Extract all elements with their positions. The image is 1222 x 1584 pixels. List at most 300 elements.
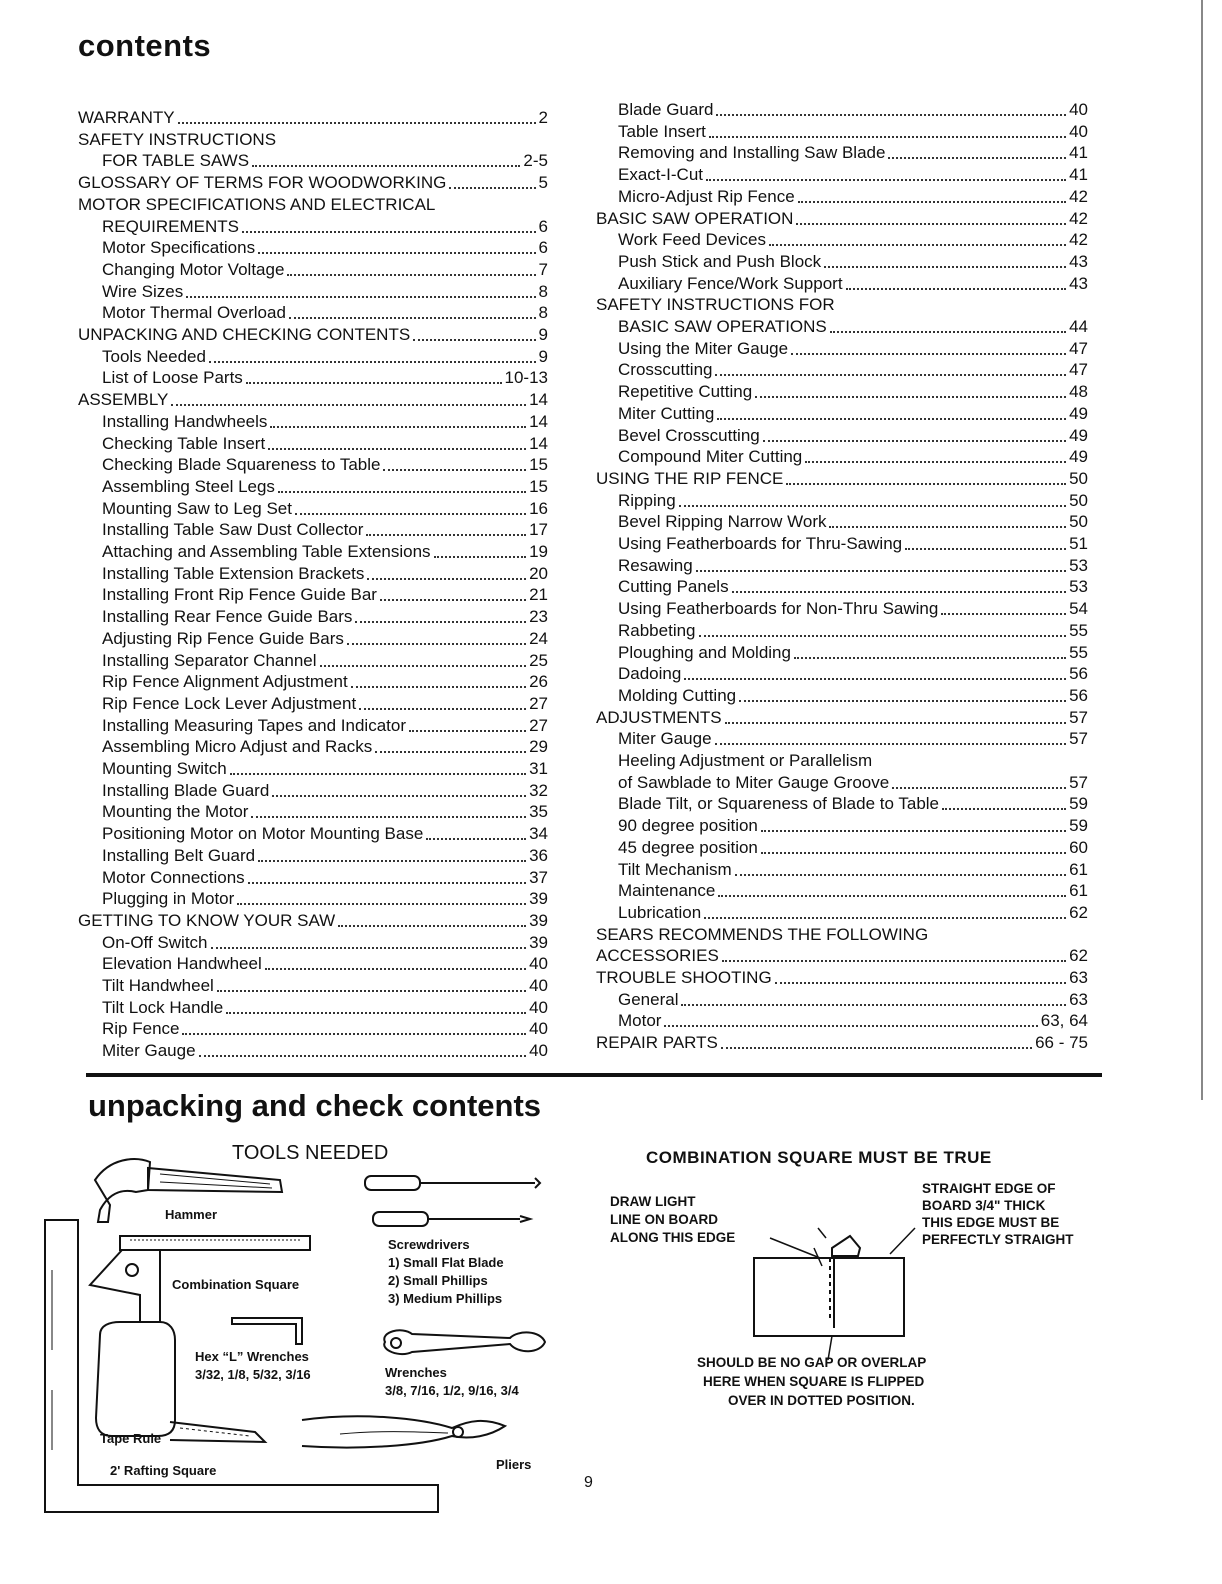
toc-leader-dots [679, 505, 1066, 507]
toc-entry-label: Compound Miter Cutting [618, 447, 803, 467]
toc-leader-dots [248, 882, 526, 884]
hex-wrenches-label: Hex “L” Wrenches [195, 1349, 309, 1364]
toc-leader-dots [805, 461, 1066, 463]
toc-leader-dots [383, 469, 526, 471]
toc-entry-label: Adjusting Rip Fence Guide Bars [102, 628, 344, 648]
toc-entry-page: 47 [1069, 338, 1088, 358]
toc-entry [102, 260, 548, 280]
toc-leader-dots [347, 643, 526, 645]
toc-entry-label: Miter Gauge [102, 1041, 196, 1061]
pliers-label: Pliers [496, 1457, 532, 1472]
square-check-diagram [740, 1218, 940, 1368]
toc-entry-page: 60 [1069, 837, 1088, 857]
toc-entry-label: MOTOR SPECIFICATIONS AND ELECTRICAL [78, 194, 436, 214]
toc-entry-label: Installing Belt Guard [102, 845, 256, 865]
toc-entry-label: UNPACKING AND CHECKING CONTENTS [78, 325, 411, 344]
toc-entry-label: REPAIR PARTS [596, 1033, 718, 1053]
toc-entry [618, 903, 1088, 923]
toc-entry [618, 599, 1088, 619]
toc-entry-label: Attaching and Assembling Table Extensions [102, 542, 431, 561]
toc-entry-page: 27 [529, 693, 548, 713]
toc-leader-dots [278, 491, 526, 493]
toc-leader-dots [375, 751, 526, 753]
toc-entry [78, 195, 435, 215]
toc-leader-dots [287, 274, 535, 276]
toc-entry-label: Push Stick and Push Block [618, 251, 822, 271]
toc-leader-dots [786, 483, 1066, 485]
toc-entry-label: Tilt Lock Handle [102, 997, 224, 1017]
toc-entry [618, 447, 1088, 467]
page-title: contents [78, 28, 212, 63]
toc-entry-label: 90 degree position [618, 816, 758, 836]
toc-entry-page: 63 [1069, 968, 1088, 987]
toc-entry-page: 57 [1069, 729, 1088, 749]
wrenches-label: Wrenches [385, 1365, 447, 1380]
toc-entry-page: 53 [1069, 555, 1088, 575]
toc-leader-dots [409, 730, 526, 732]
toc-entry-page: 2-5 [523, 151, 548, 171]
toc-entry-page: 44 [1069, 317, 1088, 336]
toc-entry-label: Heeling Adjustment or Parallelism [618, 751, 873, 770]
toc-entry-label: Bevel Crosscutting [618, 425, 760, 445]
toc-entry-label: Installing Table Saw Dust Collector [102, 520, 364, 540]
toc-entry-page: 62 [1069, 946, 1088, 966]
toc-entry-label: REQUIREMENTS [102, 216, 239, 236]
toc-entry-page: 26 [529, 672, 548, 692]
toc-entry [102, 368, 548, 388]
toc-entry [102, 412, 548, 432]
toc-entry-page: 8 [538, 303, 548, 323]
tools-needed-title: TOOLS NEEDED [232, 1142, 389, 1164]
toc-entry [78, 173, 548, 193]
toc-entry-label: WARRANTY [78, 108, 175, 127]
toc-entry [102, 238, 548, 258]
toc-entry-page: 25 [529, 650, 548, 670]
toc-entry-label: GLOSSARY OF TERMS FOR WOODWORKING [78, 173, 447, 193]
toc-entry-label: Crosscutting [618, 360, 713, 380]
toc-entry [102, 716, 548, 736]
toc-entry-page: 50 [1069, 512, 1088, 532]
toc-entry-page: 29 [529, 737, 548, 757]
toc-entry-page: 53 [1069, 577, 1088, 597]
toc-entry-page: 62 [1069, 902, 1088, 922]
toc-leader-dots [367, 578, 526, 580]
toc-entry-label: BASIC SAW OPERATION [596, 208, 794, 228]
toc-entry-label: BASIC SAW OPERATIONS [618, 317, 827, 336]
toc-entry [102, 455, 548, 475]
toc-entry-page: 41 [1069, 143, 1088, 163]
toc-entry [618, 426, 1088, 446]
toc-entry-label: Bevel Ripping Narrow Work [618, 512, 827, 532]
toc-entry-label: Work Feed Devices [618, 230, 767, 250]
toc-entry-label: Motor Thermal Overload [102, 303, 286, 323]
toc-entry [102, 954, 548, 974]
toc-entry [618, 165, 1088, 185]
toc-entry-label: Assembling Micro Adjust and Racks [102, 737, 373, 757]
toc-entry-label: Plugging in Motor [102, 889, 235, 909]
toc-leader-dots [715, 743, 1067, 745]
toc-entry-label: Ploughing and Molding [618, 642, 791, 662]
toc-leader-dots [434, 556, 527, 558]
toc-entry [102, 303, 548, 323]
toc-leader-dots [272, 795, 526, 797]
toc-entry [618, 360, 1088, 380]
toc-entry [102, 282, 548, 302]
toc-entry-label: Installing Table Extension Brackets [102, 563, 365, 583]
gap-note-3: OVER IN DOTTED POSITION. [728, 1393, 915, 1408]
toc-entry [102, 607, 548, 627]
toc-entry-label: Mounting Saw to Leg Set [102, 498, 292, 518]
toc-entry-page: 31 [529, 759, 548, 778]
toc-entry-label: Miter Cutting [618, 403, 715, 423]
toc-leader-dots [246, 382, 502, 384]
toc-leader-dots [252, 165, 520, 167]
toc-entry-label: Checking Table Insert [102, 433, 266, 453]
toc-entry-label: Maintenance [618, 881, 716, 901]
toc-entry-page: 55 [1069, 620, 1088, 640]
toc-entry-page: 14 [529, 390, 548, 410]
toc-entry [618, 187, 1088, 207]
toc-entry [78, 325, 548, 345]
toc-leader-dots [941, 613, 1066, 615]
toc-leader-dots [359, 708, 526, 710]
toc-entry-page: 10-13 [504, 368, 548, 388]
screwdriver-icon [365, 1176, 540, 1226]
toc-entry [618, 230, 1088, 250]
gap-note-1: SHOULD BE NO GAP OR OVERLAP [697, 1355, 927, 1370]
toc-leader-dots [735, 874, 1066, 876]
toc-entry [78, 911, 548, 931]
toc-entry-page: 32 [529, 780, 548, 800]
screwdriver-item-1: 1) Small Flat Blade [388, 1255, 504, 1270]
toc-entry [596, 1033, 1088, 1053]
toc-entry-page: 50 [1069, 490, 1088, 510]
toc-entry-page: 37 [529, 867, 548, 887]
toc-entry-label: Installing Rear Fence Guide Bars [102, 607, 353, 627]
toc-leader-dots [830, 331, 1066, 333]
toc-entry-page: 40 [529, 997, 548, 1017]
toc-entry-label: Repetitive Cutting [618, 382, 753, 402]
draw-line-note-3: ALONG THIS EDGE [610, 1230, 736, 1245]
toc-entry-page: 9 [538, 325, 548, 344]
toc-entry-page: 39 [529, 932, 548, 952]
toc-leader-dots [320, 665, 527, 667]
scan-margin-line [1201, 0, 1203, 1100]
toc-entry-page: 24 [529, 628, 548, 648]
toc-entry-page: 5 [538, 173, 548, 193]
toc-entry-label: SAFETY INSTRUCTIONS FOR [596, 295, 835, 315]
toc-entry-page: 51 [1069, 534, 1088, 553]
toc-entry [102, 933, 548, 953]
toc-entry-page: 57 [1069, 772, 1088, 792]
toc-entry-page: 19 [529, 542, 548, 561]
combination-square-label: Combination Square [172, 1277, 300, 1292]
toc-entry-page: 49 [1069, 425, 1088, 445]
toc-entry-page: 9 [538, 346, 548, 366]
toc-leader-dots [846, 288, 1067, 290]
toc-entry-label: ACCESSORIES [596, 946, 719, 966]
toc-leader-dots [725, 722, 1066, 724]
toc-leader-dots [268, 448, 526, 450]
toc-entry [618, 686, 1088, 706]
toc-entry-page: 40 [529, 976, 548, 995]
toc-leader-dots [942, 808, 1066, 810]
toc-leader-dots [761, 830, 1066, 832]
straight-edge-note-3: THIS EDGE MUST BE [922, 1215, 1060, 1230]
toc-entry [102, 477, 548, 497]
toc-entry [618, 252, 1088, 272]
toc-entry [618, 556, 1088, 576]
toc-leader-dots [892, 787, 1066, 789]
hex-wrenches-sizes: 3/32, 1/8, 5/32, 3/16 [195, 1367, 311, 1382]
toc-leader-dots [258, 860, 526, 862]
toc-leader-dots [351, 686, 526, 688]
section-divider [86, 1073, 1102, 1077]
toc-entry [102, 542, 548, 562]
toc-entry-label: Tilt Mechanism [618, 859, 732, 879]
tape-rule-label: Tape Rule [100, 1431, 162, 1446]
toc-entry-label: Dadoing [618, 664, 682, 684]
toc-entry-label: Mounting Switch [102, 759, 227, 778]
toc-entry-page: 20 [529, 563, 548, 583]
toc-leader-dots [739, 700, 1066, 702]
toc-entry [618, 382, 1088, 402]
toc-entry-label: Exact-I-Cut [618, 165, 704, 185]
toc-leader-dots [716, 114, 1066, 116]
left-pointer [770, 1238, 820, 1258]
toc-leader-dots [258, 252, 535, 254]
toc-entry [596, 946, 1088, 966]
toc-entry-page: 61 [1069, 859, 1088, 879]
toc-entry [618, 664, 1088, 684]
toc-entry [102, 998, 548, 1018]
toc-entry-label: 45 degree position [618, 837, 758, 857]
toc-entry-page: 43 [1069, 251, 1088, 271]
toc-entry [102, 868, 548, 888]
toc-entry-page: 40 [1069, 121, 1088, 141]
toc-entry [618, 100, 1088, 120]
toc-entry-page: 42 [1069, 186, 1088, 206]
toc-leader-dots [824, 266, 1066, 268]
toc-entry [102, 889, 548, 909]
toc-entry-page: 63, 64 [1040, 1011, 1088, 1031]
toc-entry-page: 35 [529, 802, 548, 822]
toc-entry-page: 39 [529, 889, 548, 909]
toc-entry [618, 751, 872, 771]
toc-entry-page: 14 [529, 433, 548, 453]
toc-entry-page: 34 [529, 824, 548, 844]
toc-entry [618, 816, 1088, 836]
toc-entry-page: 40 [529, 1041, 548, 1061]
toc-entry [618, 990, 1088, 1010]
toc-entry-label: Blade Tilt, or Squareness of Blade to Table [618, 794, 939, 814]
toc-entry-page: 61 [1069, 881, 1088, 901]
toc-entry-label: Lubrication [618, 902, 702, 922]
toc-leader-dots [338, 925, 526, 927]
toc-entry-label: Rip Fence Lock Lever Adjustment [102, 693, 357, 713]
toc-entry-label: Positioning Motor on Motor Mounting Base [102, 824, 424, 844]
toc-entry-page: 16 [529, 498, 548, 518]
straight-edge-note-1: STRAIGHT EDGE OF [922, 1181, 1056, 1196]
toc-entry [102, 564, 548, 584]
toc-leader-dots [715, 374, 1066, 376]
draw-line-note-2: LINE ON BOARD [610, 1212, 718, 1227]
toc-leader-dots [182, 1033, 526, 1035]
toc-entry-label: Cutting Panels [618, 577, 729, 597]
toc-entry-label: Installing Front Rip Fence Guide Bar [102, 585, 377, 605]
toc-entry-page: 47 [1069, 360, 1088, 380]
toc-leader-dots [798, 201, 1066, 203]
toc-entry-label: Miter Gauge [618, 729, 712, 749]
toc-entry-label: ADJUSTMENTS [596, 707, 722, 727]
toc-entry [78, 390, 548, 410]
toc-entry-label: Rabbeting [618, 620, 696, 640]
toc-entry-page: 6 [538, 216, 548, 236]
toc-entry-page: 56 [1069, 685, 1088, 705]
toc-entry-label: GETTING TO KNOW YOUR SAW [78, 910, 336, 930]
toc-entry [618, 404, 1088, 424]
toc-leader-dots [289, 317, 536, 319]
rafting-square-label: 2' Rafting Square [110, 1463, 217, 1478]
toc-entry [102, 672, 548, 692]
toc-entry [102, 846, 548, 866]
toc-leader-dots [888, 157, 1066, 159]
toc-entry-label: Blade Guard [618, 100, 714, 119]
toc-entry [618, 143, 1088, 163]
toc-entry [618, 773, 1088, 793]
toc-entry-page: 21 [529, 585, 548, 605]
toc-entry [102, 824, 548, 844]
toc-entry-page: 23 [529, 607, 548, 627]
toc-entry-page: 63 [1069, 989, 1088, 1009]
toc-entry [102, 781, 548, 801]
toc-entry-label: Tilt Handwheel [102, 976, 214, 995]
toc-entry [618, 838, 1088, 858]
toc-leader-dots [226, 1012, 526, 1014]
toc-entry [102, 347, 548, 367]
toc-entry [596, 925, 928, 945]
toc-entry-page: 6 [538, 238, 548, 258]
toc-leader-dots [681, 1004, 1066, 1006]
toc-leader-dots [704, 917, 1066, 919]
toc-entry-page: 41 [1069, 165, 1088, 185]
toc-entry-label: Motor Specifications [102, 238, 256, 258]
toc-leader-dots [209, 361, 536, 363]
pliers-icon [302, 1416, 505, 1447]
hammer-label: Hammer [165, 1207, 218, 1222]
toc-entry [618, 122, 1088, 142]
toc-entry [102, 1041, 548, 1061]
toc-leader-dots [905, 548, 1066, 550]
toc-leader-dots [186, 296, 535, 298]
toc-entry [618, 881, 1088, 901]
toc-entry-label: of Sawblade to Miter Gauge Groove [618, 772, 890, 792]
toc-leader-dots [706, 179, 1066, 181]
toc-entry-label: List of Loose Parts [102, 368, 243, 388]
toc-entry [618, 491, 1088, 511]
toc-entry-label: Installing Measuring Tapes and Indicator [102, 715, 406, 735]
toc-leader-dots [796, 223, 1066, 225]
toc-leader-dots [295, 513, 526, 515]
toc-entry [102, 217, 548, 237]
toc-leader-dots [265, 968, 526, 970]
toc-leader-dots [211, 947, 527, 949]
toc-leader-dots [355, 621, 526, 623]
toc-entry-label: Motor [618, 1011, 662, 1031]
toc-entry-label: Installing Handwheels [102, 411, 268, 431]
page-number: 9 [584, 1474, 593, 1491]
toc-leader-dots [717, 418, 1066, 420]
toc-entry-label: Resawing [618, 555, 693, 575]
toc-entry [102, 151, 548, 171]
toc-entry-label: Mounting the Motor [102, 802, 249, 822]
gap-note-2: HERE WHEN SQUARE IS FLIPPED [703, 1374, 925, 1389]
straight-edge-note-4: PERFECTLY STRAIGHT [922, 1232, 1074, 1247]
toc-entry-page: 40 [529, 954, 548, 974]
toc-entry [618, 577, 1088, 597]
toc-leader-dots [684, 678, 1066, 680]
toc-entry-label: Using the Miter Gauge [618, 338, 789, 358]
toc-entry-label: Tools Needed [102, 346, 206, 366]
draw-line-note-1: DRAW LIGHT [610, 1194, 696, 1209]
screwdrivers-label: Screwdrivers [388, 1237, 470, 1252]
toc-entry-label: Changing Motor Voltage [102, 259, 285, 279]
toc-entry-label: Installing Separator Channel [102, 650, 317, 670]
toc-entry [596, 469, 1088, 489]
toc-leader-dots [718, 895, 1066, 897]
toc-entry [618, 534, 1088, 554]
toc-leader-dots [178, 122, 536, 124]
wrench-icon [384, 1330, 545, 1354]
toc-entry [618, 274, 1088, 294]
toc-entry-page: 14 [529, 411, 548, 431]
toc-entry [618, 339, 1088, 359]
toc-entry-label: Micro-Adjust Rip Fence [618, 186, 795, 206]
toc-leader-dots [763, 440, 1066, 442]
toc-entry-page: 27 [529, 715, 548, 735]
toc-entry-label: Wire Sizes [102, 281, 184, 301]
toc-leader-dots [426, 838, 526, 840]
toc-entry-page: 59 [1069, 794, 1088, 814]
toc-entry-page: 48 [1069, 382, 1088, 402]
toc-leader-dots [171, 404, 526, 406]
toc-entry-label: Removing and Installing Saw Blade [618, 143, 886, 163]
toc-leader-dots [270, 426, 526, 428]
section-title: unpacking and check contents [88, 1088, 542, 1123]
toc-leader-dots [664, 1025, 1037, 1027]
toc-entry-page: 49 [1069, 447, 1088, 467]
toc-entry-page: 57 [1069, 707, 1088, 727]
toc-entry [78, 130, 276, 150]
toc-entry-label: On-Off Switch [102, 932, 208, 952]
screwdriver-item-3: 3) Medium Phillips [388, 1291, 503, 1306]
toc-entry [102, 694, 548, 714]
toc-leader-dots [709, 136, 1066, 138]
hex-wrench-icon [232, 1318, 302, 1344]
square-head-icon [832, 1236, 860, 1256]
toc-entry-page: 54 [1069, 599, 1088, 619]
toc-entry [102, 1019, 548, 1039]
toc-entry [596, 708, 1088, 728]
toc-leader-dots [251, 816, 526, 818]
toc-entry-label: Motor Connections [102, 867, 245, 887]
toc-entry-label: Rip Fence [102, 1019, 180, 1039]
toc-leader-dots [699, 635, 1067, 637]
toc-leader-dots [696, 570, 1066, 572]
toc-leader-dots [775, 982, 1066, 984]
toc-entry [102, 629, 548, 649]
toc-entry-label: SEARS RECOMMENDS THE FOLLOWING [596, 924, 929, 944]
